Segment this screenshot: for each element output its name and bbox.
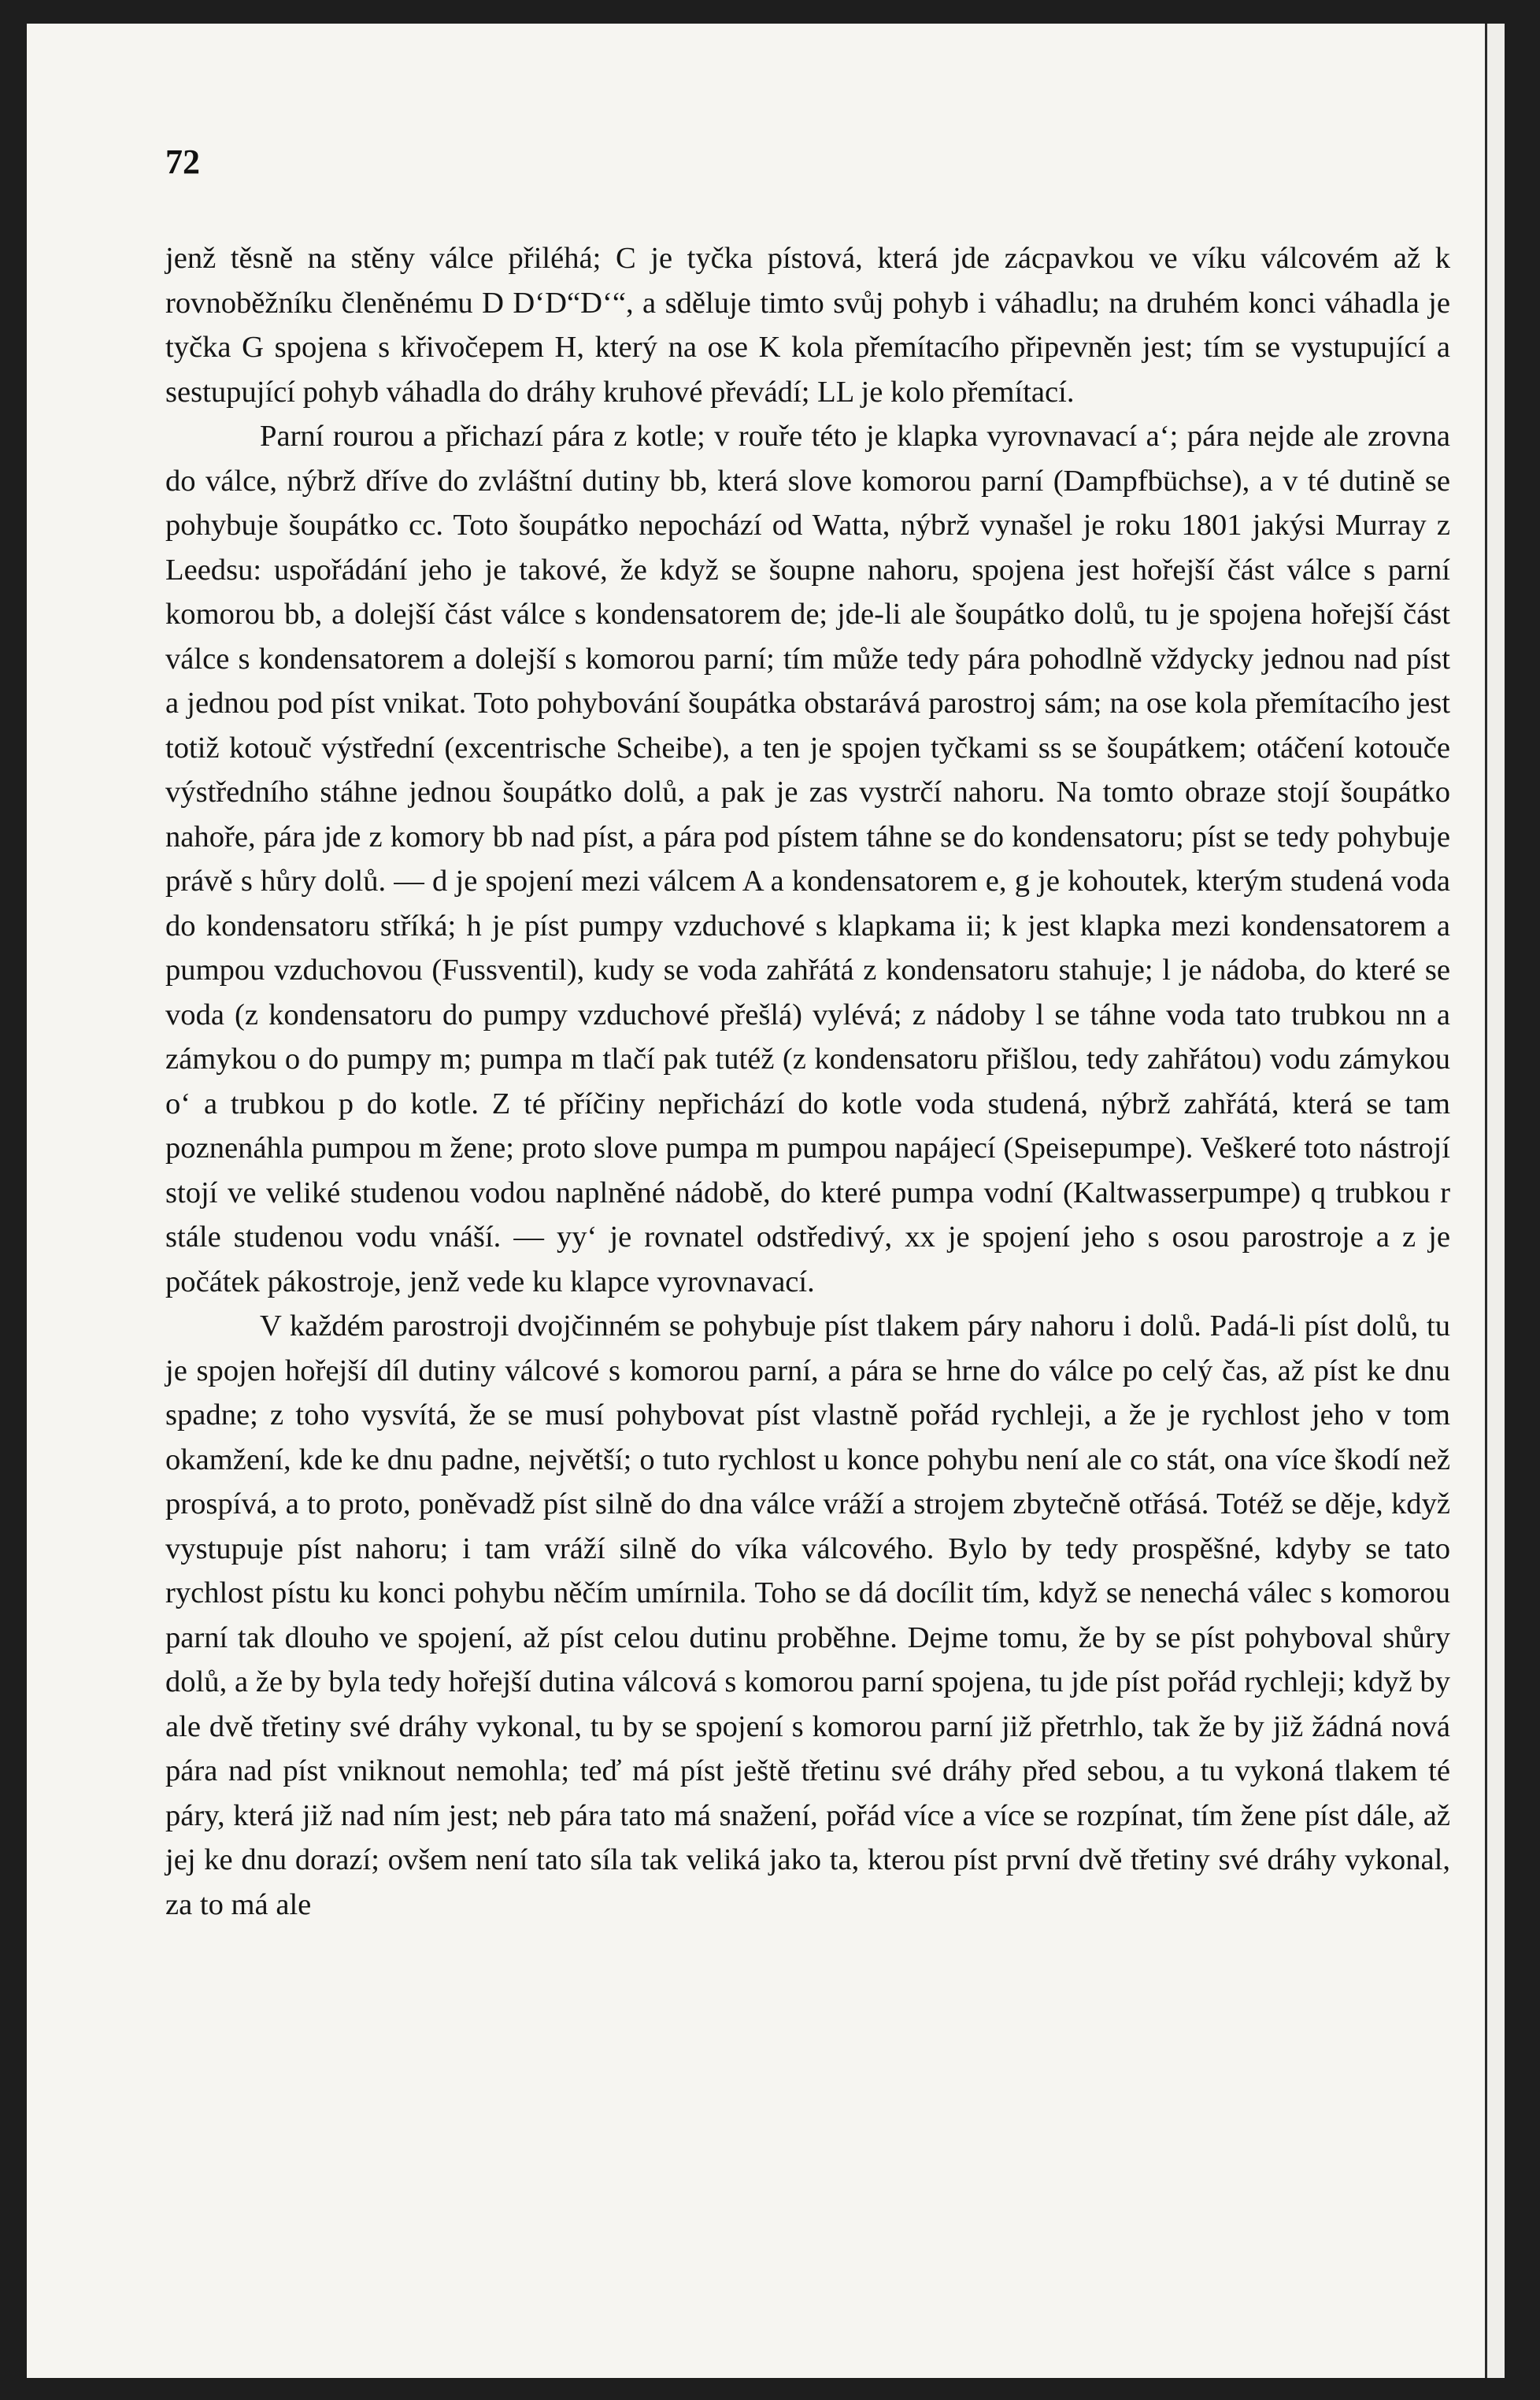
paragraph-2: Parní rourou a přichazí pára z kotle; v rouře této je klapka vyrovnavací a‘; pára nejde ale zrovna do válce, nýbrž dříve do zvláštní dutiny bb, která slove komorou parní (Dampfbüchse), a v té dutině se pohybuje šoupátko cc. Toto šoupátko nepochází od Watta, nýbrž vynašel je roku 1801 jakýsi Murray z Leedsu: uspořádání jeho je takové, že když se šoupne nahoru, spojena jest hořejší část válce s parní komorou bb, a dolejší část válce s kondensatorem de; jde-li ale šoupátko dolů, tu je spojena hořejší část válce s kondensatorem a dolejší s komorou parní; tím může tedy pára pohodlně vždycky jednou nad píst a jednou pod píst vnikat. Toto pohybování šoupátka obstarává parostroj sám; na ose kola přemítacího jest totiž kotouč výstřední (excentrische Scheibe), a ten je spojen tyčkami ss se šoupátkem; otáčení kotouče výstředního stáhne jednou šoupátko dolů, a pak je zas vystrčí nahoru. Na tomto obraze stojí šoupátko nahoře, pára jde z komory bb nad píst, a pára pod pístem táhne se do kondensatoru; píst se tedy pohybuje právě s hůry dolů. — d je spojení mezi válcem A a kondensatorem e, g je kohoutek, kterým studená voda do kondensatoru stříká; h je píst pumpy vzduchové s klapkama ii; k jest klapka mezi kondensatorem a pumpou vzduchovou (Fussventil), kudy se voda zahřátá z kondensatoru stahuje; l je nádoba, do které se voda (z kondensatoru do pumpy vzduchové přešlá) vylévá; z nádoby l se táhne voda tato trubkou nn a zámykou o do pumpy m; pumpa m tlačí pak tutéž (z kondensatoru přišlou, tedy zahřátou) vodu zámykou o‘ a trubkou p do kotle. Z té příčiny nepřichází do kotle voda studená, nýbrž zahřátá, která se tam poznenáhla pumpou m žene; proto slove pumpa m pumpou napájecí (Speisepumpe). Veškeré toto nástrojí stojí ve veliké studenou vodou naplněné nádobě, do které pumpa vodní (Kaltwasserpumpe) q trubkou r stále studenou vodu vnáší. — yy‘ je rovnatel odstředivý, xx je spojení jeho s osou parostroje a z je počátek pákostroje, jenž vede ku klapce vyrovnavací. xyxy=(165,420,1450,1298)
page-edge xyxy=(1485,24,1505,2378)
page-number: 72 xyxy=(165,143,200,181)
book-page xyxy=(27,24,1485,2378)
paragraph-1: jenž těsně na stěny válce přiléhá; C je tyčka pístová, která jde zácpavkou ve víku válcovém až k rovnoběžníku členěnému D D‘D“D‘“, a sděluje timto svůj pohyb i váhadlu; na druhém konci váhadla je tyčka G spojena s křivočepem H, který na ose K kola přemítacího připevněn jest; tím se vystupující a sestupující pohyb váhadla do dráhy kruhové převádí; LL je kolo přemítací. xyxy=(165,242,1450,409)
body-text xyxy=(165,236,1450,1927)
paragraph-3: V každém parostroji dvojčinném se pohybuje píst tlakem páry nahoru i dolů. Padá-li píst dolů, tu je spojen hořejší díl dutiny válcové s komorou parní, a pára se hrne do válce po celý čas, až píst ke dnu spadne; z toho vysvítá, že se musí pohybovat píst vlastně pořád rychleji, a že je rychlost jeho v tom okamžení, kde ke dnu padne, největší; o tuto rychlost u konce pohybu není ale co stát, ona více škodí než prospívá, a to proto, poněvadž píst silně do dna válce vráží a strojem zbytečně otřásá. Totéž se děje, když vystupuje píst nahoru; i tam vráží silně do víka válcového. Bylo by tedy prospěšné, kdyby se tato rychlost pístu ku konci pohybu něčím umírnila. Toho se dá docílit tím, když se nenechá válec s komorou parní tak dlouho ve spojení, až píst celou dutinu proběhne. Dejme tomu, že by se píst pohyboval shůry dolů, a že by byla tedy hořejší dutina válcová s komorou parní spojena, tu jde píst pořád rychleji; když by ale dvě třetiny své dráhy vykonal, tu by se spojení s komorou parní již přetrhlo, tak že by již žádná nová pára nad píst vniknout nemohla; teď má píst ještě třetinu své dráhy před sebou, a tu vykoná tlakem té páry, která již nad ním jest; neb pára tato má snažení, pořád více a více se rozpínat, tím žene píst dále, až jej ke dnu dorazí; ovšem není tato síla tak veliká jako ta, kterou píst první dvě třetiny své dráhy vykonal, za to má ale xyxy=(165,1309,1450,1921)
